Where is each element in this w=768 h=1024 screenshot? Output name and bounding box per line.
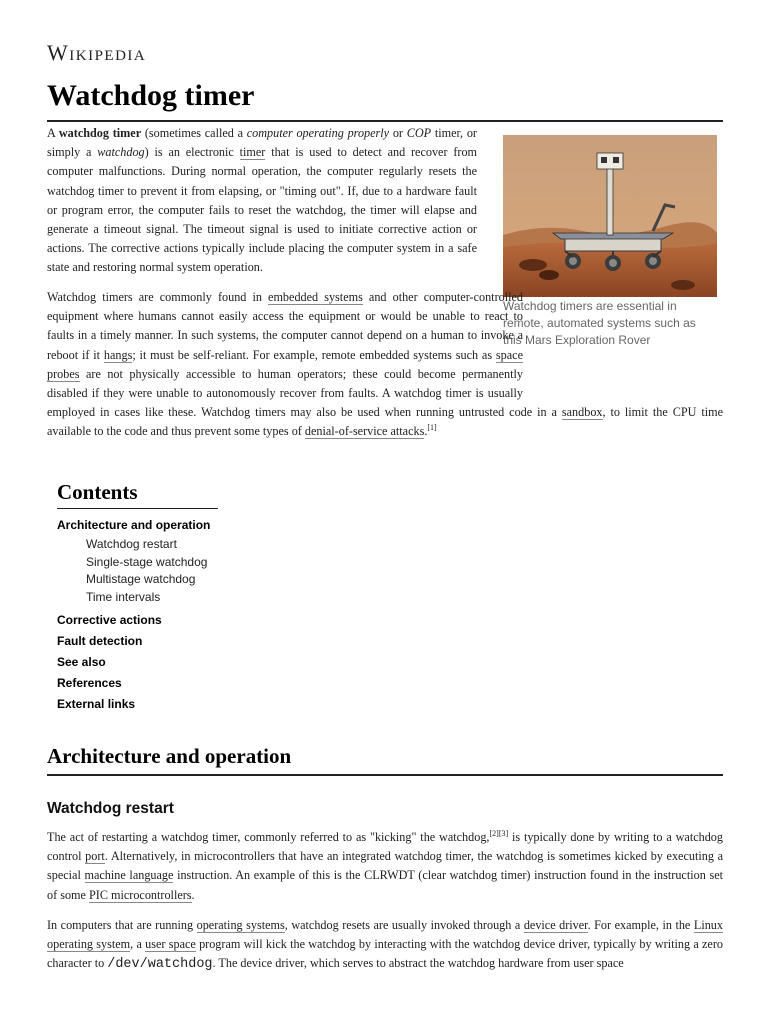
page-title: Watchdog timer (47, 76, 723, 122)
link-user-space[interactable]: user space (145, 937, 196, 952)
toc-item-fault-detection[interactable]: Fault detection (57, 634, 143, 648)
link-device-driver[interactable]: device driver (523, 918, 588, 932)
wikipedia-wordmark[interactable]: Wikipedia (47, 40, 147, 65)
citation-1[interactable]: [1] (427, 423, 437, 433)
toc-item-corrective-actions[interactable]: Corrective actions (57, 613, 162, 627)
figure-caption: Watchdog timers are essential in remote, automated systems such as this Mars Exploration Rover (503, 299, 696, 347)
toc-item-references[interactable]: References (57, 676, 122, 690)
toc-item-architecture[interactable]: Architecture and operation (57, 518, 211, 532)
citation-2[interactable]: [2] (489, 828, 499, 838)
toc-item-time-intervals[interactable]: Time intervals (86, 589, 161, 604)
toc-title: Contents (57, 480, 218, 509)
link-operating-systems[interactable]: operating systems (196, 918, 285, 932)
intro-paragraph-2: Watchdog timers are commonly found in embedded systems and other computer-controlled equipment where humans cannot easily access the equipment or would be unable to react to faults in a timely manner. In such systems, the computer cannot depend on a human to invoke a reboot if it hangs; it must be self-reliant. For example, remote embedded systems such as space probes are not physically accessible to human operators; these could become permanently disabled if they were unable to autonomously recover from faults. A watchdog timer is usually employed in cases like these. Watchdog timers may also be used when running untrusted code in a sandbox, to limit the CPU time available to the code and thus prevent some types of denial-of-service attacks.[1] (47, 290, 723, 439)
table-of-contents (57, 480, 357, 715)
link-machine-language[interactable]: machine language (84, 868, 174, 883)
intro-paragraph-1: A watchdog timer (sometimes called a computer operating properly or COP timer, or simply a watchdog) is an electronic timer that is used to detect and recover from computer malfunctions. During normal operation, the computer regularly resets the watchdog timer to prevent it from elapsing, or "timing out". If, due to a hardware fault or program error, the computer fails to reset the watchdog, the timer will elapse and generate a timeout signal. The timeout signal is used to initiate corrective action or actions. The corrective actions typically include placing the computer system in a safe state and restoring normal system operation. (47, 126, 478, 275)
link-timer[interactable]: timer (239, 145, 266, 160)
link-port[interactable]: port (85, 849, 105, 864)
link-linux-operating-system[interactable]: Linux operating system (47, 918, 723, 952)
link-embedded-systems[interactable]: embedded systems (268, 290, 363, 304)
link-sandbox[interactable]: sandbox (561, 405, 603, 420)
toc-item-external-links[interactable]: External links (57, 697, 136, 711)
restart-paragraph-1: The act of restarting a watchdog timer, commonly referred to as "kicking" the watchdog,[2][3] is typically done by writing to a watchdog control port. Alternatively, in microcontrollers that have an integrated watchdog timer, the watchdog is sometimes kicked by executing a special machine language instruction. An example of this is the CLRWDT (clear watchdog timer) instruction found in the instruction set of some PIC microcontrollers. (47, 828, 723, 902)
subsection-heading-watchdog-restart: Watchdog restart (47, 800, 174, 817)
toc-item-multistage[interactable]: Multistage watchdog (86, 572, 196, 586)
toc-item-watchdog-restart[interactable]: Watchdog restart (86, 537, 177, 551)
link-pic-microcontrollers[interactable]: PIC microcontrollers (88, 887, 192, 902)
code-dev-watchdog: /dev/watchdog (107, 957, 213, 973)
toc-item-single-stage[interactable]: Single-stage watchdog (86, 554, 208, 569)
section-heading-architecture: Architecture and operation (47, 742, 723, 776)
mars-rover-image[interactable] (503, 135, 717, 297)
toc-item-see-also[interactable]: See also (57, 655, 106, 669)
restart-paragraph-2: In computers that are running operating systems, watchdog resets are usually invoked through a device driver. For example, in the Linux operating system, a user space program will kick the watchdog by interacting with the watchdog device driver, typically by writing a zero character to /dev/watchdog. The device driver, which serves to abstract the watchdog hardware from user space (47, 918, 723, 973)
citation-3[interactable]: [3] (498, 828, 509, 838)
link-hangs[interactable]: hangs (103, 347, 133, 362)
link-denial-of-service[interactable]: denial-of-service attacks (304, 424, 425, 439)
link-space-probes[interactable]: space probes (47, 347, 523, 381)
